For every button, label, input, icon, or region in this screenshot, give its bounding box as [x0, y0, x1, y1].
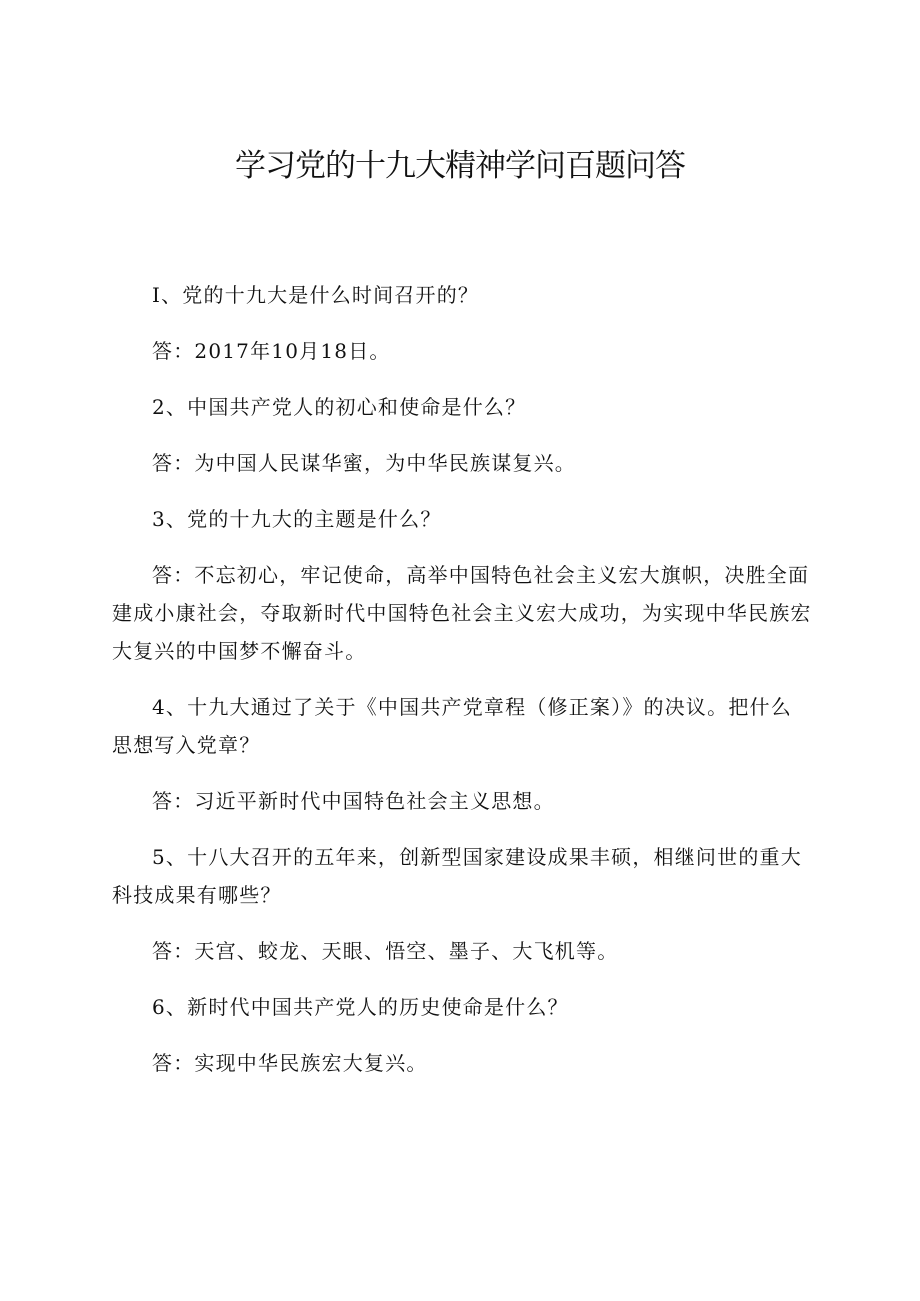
- question-2: 2、中国共产党人的初心和使命是什么？: [152, 395, 527, 419]
- answer-2: 答：为中国人民谋华蜜，为中华民族谋复兴。: [152, 451, 576, 475]
- question-1: Ⅰ、党的十九大是什么时间召开的？: [152, 283, 480, 307]
- question-6: 6、新时代中国共产党人的历史使命是什么？: [152, 995, 569, 1019]
- question-4: 4、十九大通过了关于《中国共产党章程（修正案）》的决议。把什么思想写入党章？: [112, 695, 792, 757]
- answer-5: 答：天宫、蛟龙、天眼、悟空、墨子、大飞机等。: [152, 939, 619, 963]
- document-body: [112, 276, 812, 1100]
- question-5: 5、十八大召开的五年来，创新型国家建设成果丰硕，相继问世的重大科技成果有哪些？: [112, 845, 802, 907]
- answer-1: 答：2017年10月18日。: [152, 339, 391, 363]
- answer-3: 答：不忘初心，牢记使命，高举中国特色社会主义宏大旗帜，决胜全面建成小康社会，夺取新时代中国特色社会主义宏大成功，为实现中华民族宏大复兴的中国梦不懈奋斗。: [112, 563, 812, 663]
- question-3: 3、党的十九大的主题是什么？: [152, 507, 442, 531]
- answer-6: 答：实现中华民族宏大复兴。: [152, 1051, 428, 1075]
- answer-4: 答：习近平新时代中国特色社会主义思想。: [152, 789, 555, 813]
- document-title: 学习党的十九大精神学问百题问答: [235, 148, 685, 184]
